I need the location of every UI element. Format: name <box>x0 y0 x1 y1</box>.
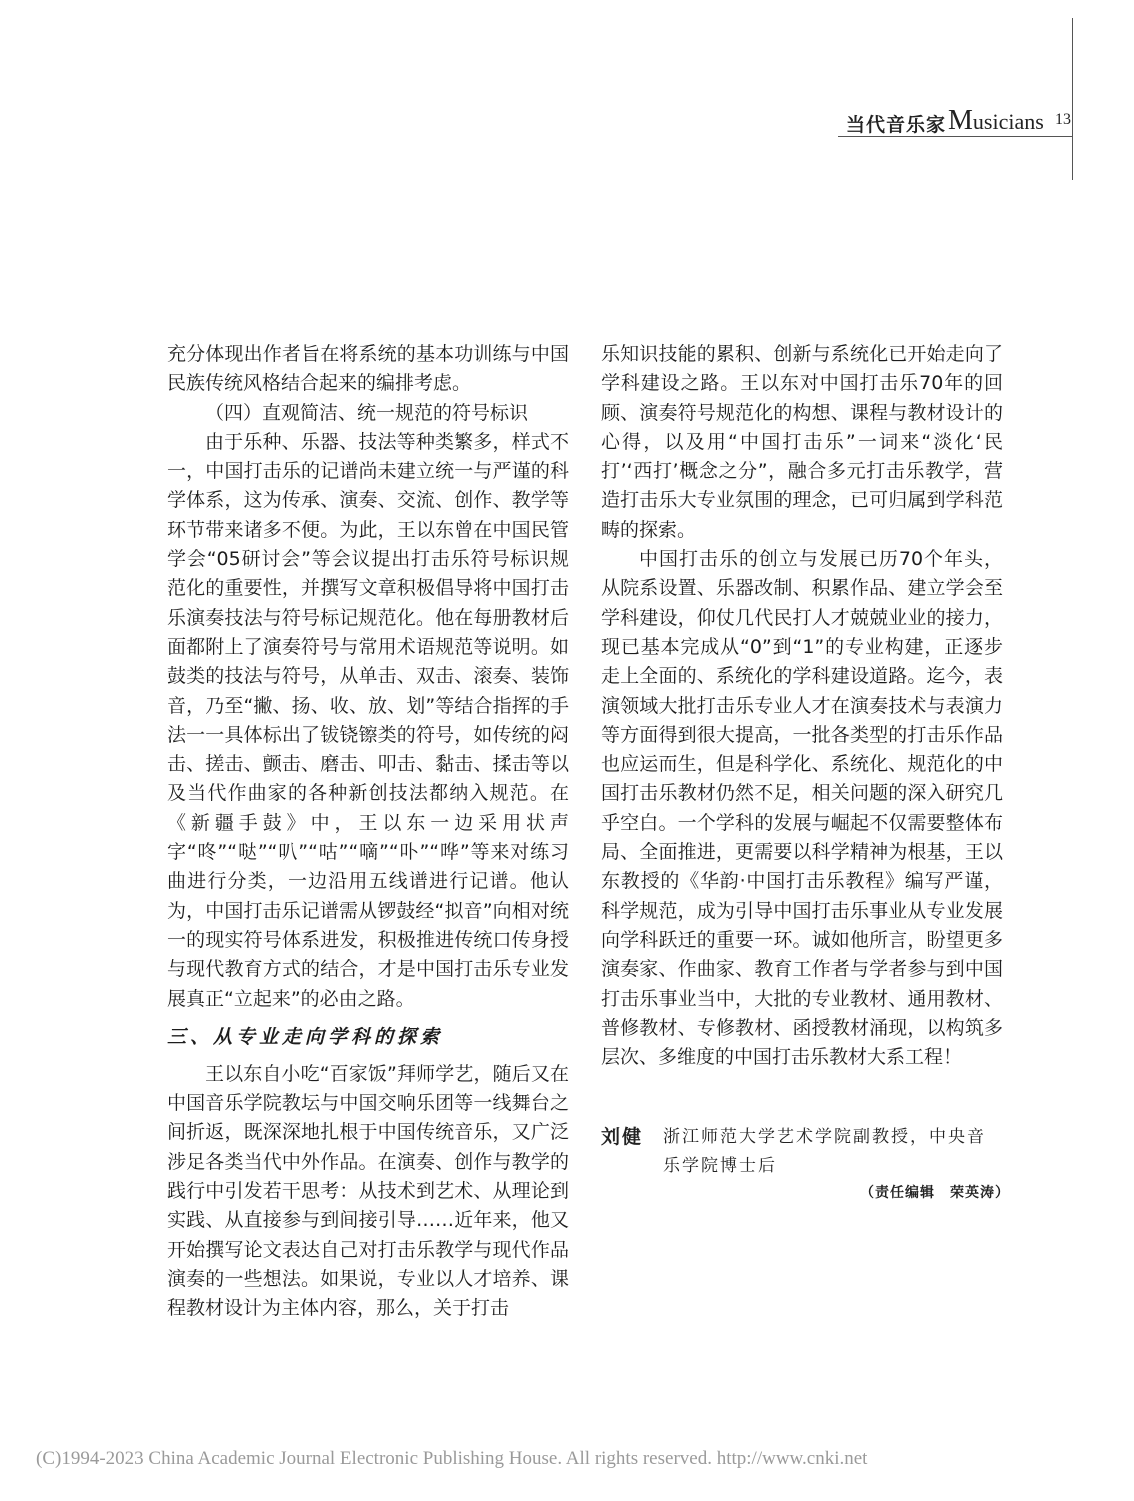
header-vertical-rule <box>1072 18 1073 180</box>
subsection-heading: （四）直观简洁、统一规范的符号标识 <box>205 401 529 424</box>
author-bio: 浙江师范大学艺术学院副教授，中央音乐学院博士后 <box>663 1127 986 1176</box>
journal-title-en-initial: M <box>948 105 973 136</box>
journal-title-en-rest: usicians <box>972 109 1044 134</box>
left-paragraph-3: 王以东自小吃“百家饭”拜师学艺，随后又在中国音乐学院教坛与中国交响乐团等一线舞台之间折返，既深深地扎根于中国传统音乐，又广泛涉足各类当代中外作品。在演奏、创作与教学的践行中引发若干思考：从技术到艺术、从理论到实践、从直接参与到间接引导……近年来，他又开始撰写论文表达自己对打击乐教学与现代作品演奏的一些想法。如果说，专业以人才培养、课程教材设计为主体内容，那么，关于打击 <box>167 1062 569 1320</box>
editor-note: （责任编辑 荣英涛） <box>860 1185 1010 1201</box>
right-paragraph-1: 乐知识技能的累积、创新与系统化已开始走向了学科建设之路。王以东对中国打击乐70年的回顾、演奏符号规范化的构想、课程与教材设计的心得，以及用“中国打击乐”一词来“淡化‘民打’‘西打’概念之分”，融合多元打击乐教学，营造打击乐大专业氛围的理念，已可归属到学科范畴的探索。 <box>601 343 1003 541</box>
left-column <box>167 340 569 1324</box>
page-number: 13 <box>1055 111 1071 128</box>
journal-title-cn: 当代音乐家 <box>846 114 947 136</box>
right-column <box>601 340 1003 1072</box>
copyright-footer: (C)1994-2023 China Academic Journal Electronic Publishing House. All rights reserved. http://www.cnki.net <box>36 1448 868 1469</box>
author-name: 刘健 <box>601 1126 644 1148</box>
left-paragraph-1: 充分体现出作者旨在将系统的基本功训练与中国民族传统风格结合起来的编排考虑。 <box>167 343 569 395</box>
author-block <box>601 1123 1003 1181</box>
section-heading: 三、从专业走向学科的探索 <box>167 1025 444 1048</box>
journal-title-en <box>948 105 1044 137</box>
right-paragraph-2: 中国打击乐的创立与发展已历70个年头，从院系设置、乐器改制、积累作品、建立学会至学科建设，仰仗几代民打人才兢兢业业的接力，现已基本完成从“0”到“1”的专业构建，正逐步走上全面的、系统化的学科建设道路。迄今，表演领域大批打击乐专业人才在演奏技术与表演力等方面得到很大提高，一批各类型的打击乐作品也应运而生，但是科学化、系统化、规范化的中国打击乐教材仍然不足，相关问题的深入研究几乎空白。一个学科的发展与崛起不仅需要整体布局、全面推进，更需要以科学精神为根基，王以东教授的《华韵·中国打击乐教程》编写严谨，科学规范，成为引导中国打击乐事业从专业发展向学科跃迁的重要一环。诚如他所言，盼望更多演奏家、作曲家、教育工作者与学者参与到中国打击乐事业当中，大批的专业教材、通用教材、普修教材、专修教材、函授教材涌现，以构筑多层次、多维度的中国打击乐教材大系工程！ <box>601 548 1003 1069</box>
left-paragraph-2: 由于乐种、乐器、技法等种类繁多，样式不一，中国打击乐的记谱尚未建立统一与严谨的科学体系，这为传承、演奏、交流、创作、教学等环节带来诸多不便。为此，王以东曾在中国民管学会“05研讨会”等会议提出打击乐符号标识规范化的重要性，并撰写文章积极倡导将中国打击乐演奏技法与符号标记规范化。他在每册教材后面都附上了演奏符号与常用术语规范等说明。如鼓类的技法与符号，从单击、双击、滚奏、装饰音，乃至“撇、扬、收、放、划”等结合指挥的手法一一具体标出了钹铙镲类的符号，如传统的闷击、搓击、颤击、磨击、叩击、黏击、揉击等以及当代作曲家的各种新创技法都纳入规范。在《新疆手鼓》中，王以东一边采用状声字“咚”“哒”“叭”“咕”“嘀”“卟”“哗”等来对练习曲进行分类，一边沿用五线谱进行记谱。他认为，中国打击乐记谱需从锣鼓经“拟音”向相对统一的现实符号体系进发，积极推进传统口传身授与现代教育方式的结合，才是中国打击乐专业发展真正“立起来”的必由之路。 <box>167 430 569 1010</box>
